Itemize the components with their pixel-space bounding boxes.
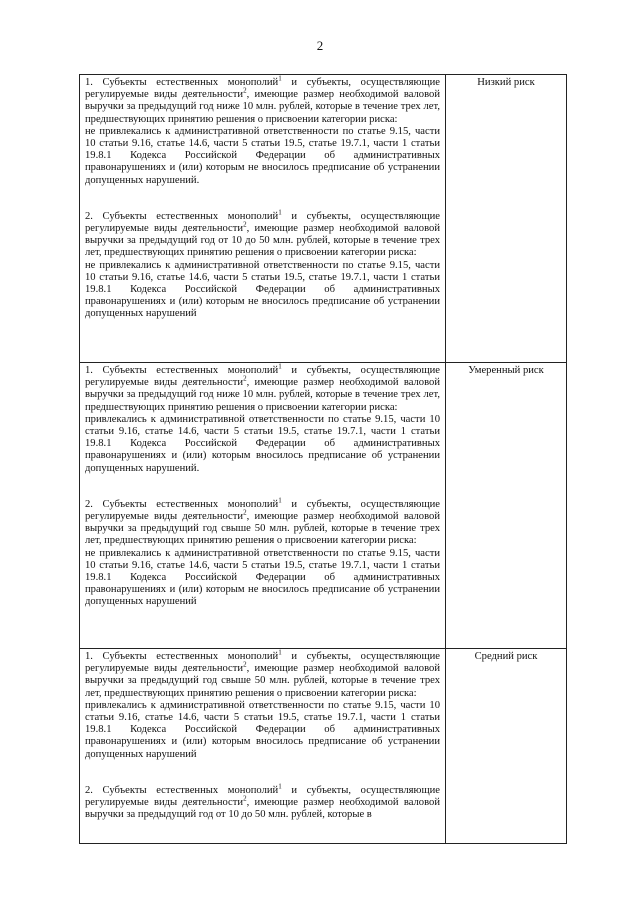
item-text: и субъекты, осуществляющие регулируемые виды деятельности <box>85 365 440 389</box>
item-text: , имеющие размер необходимой валовой выручки за предыдущий год от 10 до 50 млн. рублей, которые в течение трех лет, предшествующих принятию решения о присвоении категории риска: <box>85 223 440 259</box>
item-text: , имеющие размер необходимой валовой выручки за предыдущий год свыше 50 млн. рублей, которые в течение трех лет, предшествующих принятию решения о присвоении категории риска: <box>85 663 440 699</box>
risk-category-table <box>79 74 567 844</box>
item-condition: не привлекались к административной ответственности по статье 9.15, части 10 статьи 9.16, статье 14.6, части 5 статьи 19.5, статье 19.7.1, части 1 статьи 19.8.1 Кодекса Российской Федерации об административных правонарушениях и (или) которым не вносилось предписание об устранении допущенных нарушений <box>85 547 440 608</box>
risk-level-cell: Умеренный риск <box>446 363 567 649</box>
criteria-item <box>85 208 440 321</box>
footnote-ref: 2 <box>243 794 247 803</box>
item-condition: не привлекались к административной ответственности по статье 9.15, части 10 статьи 9.16, статье 14.6, части 5 статьи 19.5, статье 19.7.1, части 1 статьи 19.8.1 Кодекса Российской Федерации об административных правонарушениях и (или) которым не вносилось предписание об устранении допущенных нарушений. <box>85 125 440 186</box>
footnote-ref: 2 <box>243 86 247 95</box>
criteria-cell <box>80 363 446 649</box>
item-text: и субъекты, осуществляющие регулируемые виды деятельности <box>85 651 440 675</box>
risk-level-cell: Средний риск <box>446 649 567 844</box>
footnote-ref: 2 <box>243 374 247 383</box>
page-number: 2 <box>316 38 324 53</box>
item-condition: привлекались к административной ответственности по статье 9.15, части 10 статьи 9.16, статье 14.6, части 5 статьи 19.5, статье 19.7.1, части 1 статьи 19.8.1 Кодекса Российской Федерации об административных правонарушениях и (или) которым вносилось предписание об устранении допущенных нарушений <box>85 699 440 760</box>
item-text: , имеющие размер необходимой валовой выручки за предыдущий год от 10 до 50 млн. рублей, которые в <box>85 797 440 821</box>
table-row <box>80 75 567 363</box>
criteria-item <box>85 362 440 475</box>
item-text: 2. Субъекты естественных монополий <box>85 784 279 796</box>
item-text: , имеющие размер необходимой валовой выручки за предыдущий год ниже 10 млн. рублей, которые в течение трех лет, предшествующих принятию решения о присвоении категории риска: <box>85 89 440 125</box>
criteria-cell <box>80 75 446 363</box>
criteria-item <box>85 782 440 822</box>
item-text: и субъекты, осуществляющие регулируемые виды деятельности <box>85 498 440 523</box>
item-text: и субъекты, осуществляющие регулируемые виды деятельности <box>85 77 440 101</box>
item-condition: привлекались к административной ответственности по статье 9.15, части 10 статьи 9.16, статье 14.6, части 5 статьи 19.5, статье 19.7.1, части 1 статьи 19.8.1 Кодекса Российской Федерации об административных правонарушениях и (или) которым вносилось предписание об устранении допущенных нарушений. <box>85 413 440 474</box>
item-text: и субъекты, осуществляющие регулируемые виды деятельности <box>85 210 440 235</box>
item-condition: не привлекались к административной ответственности по статье 9.15, части 10 статьи 9.16, статье 14.6, части 5 статьи 19.5, статье 19.7.1, части 1 статьи 19.8.1 Кодекса Российской Федерации об административных правонарушениях и (или) которым не вносилось предписание об устранении допущенных нарушений <box>85 259 440 320</box>
item-text: , имеющие размер необходимой валовой выручки за предыдущий год свыше 50 млн. рублей, которые в течение трех лет, предшествующих принятию решения о присвоении категории риска: <box>85 511 440 547</box>
criteria-cell <box>80 649 446 844</box>
item-text: 2. Субъекты естественных монополий <box>85 498 279 510</box>
risk-level-cell: Низкий риск <box>446 75 567 363</box>
footnote-ref: 1 <box>278 496 282 505</box>
table-row <box>80 363 567 649</box>
footnote-ref: 2 <box>243 220 247 229</box>
footnote-ref: 2 <box>243 508 247 517</box>
footnote-ref: 2 <box>243 660 247 669</box>
table-row <box>80 649 567 844</box>
footnote-ref: 1 <box>278 208 282 217</box>
item-text: , имеющие размер необходимой валовой выручки за предыдущий год ниже 10 млн. рублей, которые в течение трех лет, предшествующих принятию решения о присвоении категории риска: <box>85 377 440 413</box>
footnote-ref: 1 <box>278 782 282 791</box>
item-text: 2. Субъекты естественных монополий <box>85 210 279 222</box>
item-text: и субъекты, осуществляющие регулируемые виды деятельности <box>85 784 440 809</box>
footnote-ref: 1 <box>278 74 282 83</box>
item-text: 1. Субъекты естественных монополий <box>85 651 279 662</box>
criteria-item <box>85 74 440 187</box>
item-text: 1. Субъекты естественных монополий <box>85 77 279 88</box>
footnote-ref: 1 <box>278 648 282 657</box>
criteria-item <box>85 496 440 609</box>
item-text: 1. Субъекты естественных монополий <box>85 365 279 376</box>
criteria-item <box>85 648 440 761</box>
footnote-ref: 1 <box>278 362 282 371</box>
